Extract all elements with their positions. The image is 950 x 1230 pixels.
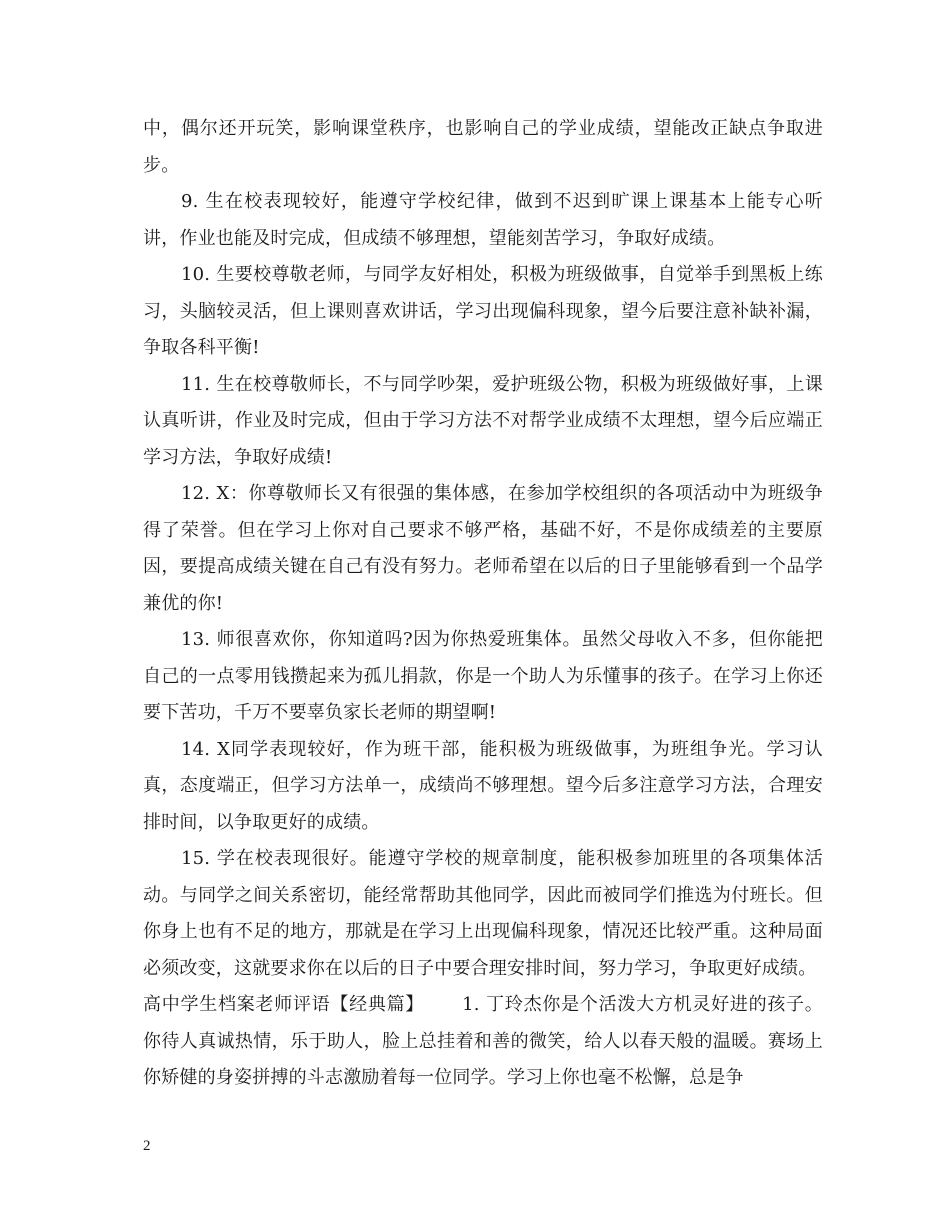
- paragraph-comment-9: 9. 生在校表现较好，能遵守学校纪律，做到不迟到旷课上课基本上能专心听讲，作业也能及时完成，但成绩不够理想，望能刻苦学习，争取好成绩。: [143, 191, 823, 249]
- paragraph-comment-13: 13. 师很喜欢你，你知道吗?因为你热爱班集体。虽然父母收入不多，但你能把自己的一点零用钱攒起来为孤儿捐款，你是一个助人为乐懂事的孩子。在学习上你还要下苦功，千万不要辜负家长老师的期望啊!: [143, 629, 823, 723]
- document-body: [143, 111, 823, 1097]
- paragraph-continuation: 中，偶尔还开玩笑，影响课堂秩序，也影响自己的学业成绩，望能改正缺点争取进步。: [143, 118, 823, 176]
- page-number: 2: [143, 1138, 151, 1154]
- section-paragraph: [143, 987, 823, 1097]
- paragraph-comment-14: 14. X同学表现较好，作为班干部，能积极为班级做事，为班组争光。学习认真，态度端正，但学习方法单一，成绩尚不够理想。望今后多注意学习方法，合理安排时间，以争取更好的成绩。: [143, 738, 823, 833]
- paragraph-comment-10: 10. 生要校尊敬老师，与同学友好相处，积极为班级做事，自觉举手到黑板上练习，头脑较灵活，但上课则喜欢讲话，学习出现偏科现象，望今后要注意补缺补漏，争取各科平衡!: [143, 264, 823, 358]
- paragraph-comment-11: 11. 生在校尊敬师长，不与同学吵架，爱护班级公物，积极为班级做好事，上课认真听讲，作业及时完成，但由于学习方法不对帮学业成绩不太理想，望今后应端正学习方法，争取好成绩!: [143, 373, 823, 468]
- paragraph-comment-12: 12. X：你尊敬师长又有很强的集体感，在参加学校组织的各项活动中为班级争得了荣誉。但在学习上你对自己要求不够严格，基础不好，不是你成绩差的主要原因，要提高成绩关键在自己有没有努力。老师希望在以后的日子里能够看到一个品学兼优的你!: [143, 483, 823, 614]
- section-comment-1: 1. 丁玲杰你是个活泼大方机灵好进的孩子。你待人真诚热情，乐于助人，脸上总挂着和善的微笑，给人以春天般的温暖。赛场上你矫健的身姿拼搏的斗志激励着每一位同学。学习上你也毫不松懈，总是争: [143, 994, 824, 1088]
- section-heading: 高中学生档案老师评语【经典篇】: [143, 994, 425, 1015]
- paragraph-comment-15: 15. 学在校表现很好。能遵守学校的规章制度，能积极参加班里的各项集体活动。与同学之间关系密切，能经常帮助其他同学，因此而被同学们推选为付班长。但你身上也有不足的地方，那就是在学习上出现偏科现象，情况还比较严重。这种局面必须改变，这就要求你在以后的日子中要合理安排时间，努力学习，争取更好成绩。: [143, 848, 823, 979]
